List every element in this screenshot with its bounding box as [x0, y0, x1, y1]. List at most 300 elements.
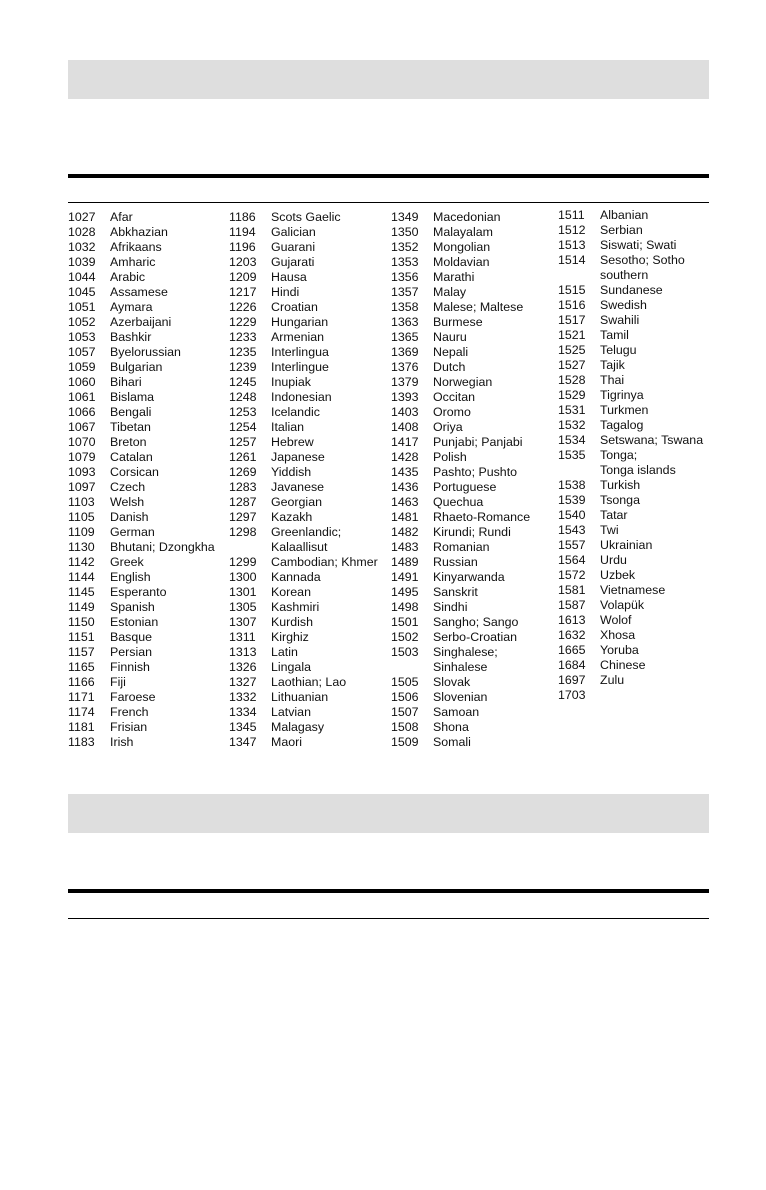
language-name: [110, 330, 151, 345]
language-name-line: Abkhazian: [110, 225, 168, 239]
language-name-line: Icelandic: [271, 405, 320, 419]
language-code: 1067: [68, 420, 96, 434]
language-entry: [68, 705, 215, 720]
language-name-line: Swahili: [600, 313, 640, 327]
language-name: [433, 225, 493, 240]
language-entry: [391, 240, 530, 255]
language-code: 1521: [558, 328, 586, 342]
language-name-line: Sindhi: [433, 600, 468, 614]
language-name: [271, 330, 324, 345]
language-entry: [558, 208, 703, 223]
language-name: [433, 645, 498, 675]
language-name: [433, 420, 463, 435]
language-code: 1587: [558, 598, 586, 612]
language-code: 1144: [68, 570, 95, 584]
language-name: [600, 403, 648, 418]
language-code: 1254: [229, 420, 257, 434]
language-name: [110, 690, 155, 705]
language-entry: [68, 690, 215, 705]
language-name-line: Somali: [433, 735, 471, 749]
language-entry: [229, 210, 378, 225]
language-entry: [391, 270, 530, 285]
language-entry: [391, 615, 530, 630]
language-name: [110, 480, 145, 495]
language-name-line: Sundanese: [600, 283, 663, 297]
language-name: [433, 480, 496, 495]
language-entry: [229, 375, 378, 390]
language-entry: [558, 523, 703, 538]
language-code: 1572: [558, 568, 586, 582]
language-code: 1044: [68, 270, 96, 284]
language-name-line: Azerbaijani: [110, 315, 172, 329]
language-code: 1532: [558, 418, 586, 432]
language-code: 1226: [229, 300, 257, 314]
language-code: 1174: [68, 705, 95, 719]
language-name-line: Bengali: [110, 405, 152, 419]
language-name: [271, 720, 324, 735]
language-name-line: Scots Gaelic: [271, 210, 341, 224]
language-entry: [558, 508, 703, 523]
language-code: 1245: [229, 375, 257, 389]
language-entry: [391, 525, 530, 540]
language-code: 1165: [68, 660, 95, 674]
language-entry: [391, 720, 530, 735]
language-code: 1066: [68, 405, 96, 419]
language-name-line: Tigrinya: [600, 388, 644, 402]
language-entry: [391, 675, 530, 690]
language-code: 1257: [229, 435, 257, 449]
language-name-line: Singhalese;: [433, 645, 498, 659]
language-name: [110, 420, 151, 435]
language-code: 1376: [391, 360, 419, 374]
language-name: [271, 360, 329, 375]
language-entry: [558, 583, 703, 598]
language-code: 1435: [391, 465, 419, 479]
language-entry: [229, 465, 378, 480]
language-code: 1171: [68, 690, 95, 704]
language-name: [271, 375, 311, 390]
language-name-line: Faroese: [110, 690, 156, 704]
language-code: 1079: [68, 450, 96, 464]
language-code: 1505: [391, 675, 419, 689]
language-name-line: Basque: [110, 630, 153, 644]
language-name-line: Malese; Maltese: [433, 300, 524, 314]
language-name-line: Mongolian: [433, 240, 491, 254]
language-name-line: Catalan: [110, 450, 153, 464]
language-name-line: Japanese: [271, 450, 325, 464]
language-code: 1564: [558, 553, 586, 567]
language-name: [271, 240, 315, 255]
language-entry: [558, 643, 703, 658]
language-entry: [391, 375, 530, 390]
language-name: [110, 375, 142, 390]
language-name: [433, 330, 467, 345]
language-entry: [558, 553, 703, 568]
language-code: 1529: [558, 388, 586, 402]
language-name-line: Romanian: [433, 540, 490, 554]
language-entry: [391, 225, 530, 240]
language-name: [110, 255, 155, 270]
language-name-line: Setswana; Tswana: [600, 433, 704, 447]
language-name-line: Persian: [110, 645, 153, 659]
language-name: [433, 720, 469, 735]
language-code: 1463: [391, 495, 419, 509]
language-code: 1229: [229, 315, 257, 329]
language-name: [433, 435, 523, 450]
language-name-line: Telugu: [600, 343, 637, 357]
language-code: 1217: [229, 285, 257, 299]
language-name: [600, 598, 644, 613]
language-entry: [229, 525, 378, 555]
language-code: 1393: [391, 390, 419, 404]
language-code: 1528: [558, 373, 586, 387]
language-code: 1070: [68, 435, 96, 449]
language-name: [271, 645, 298, 660]
language-code: 1261: [229, 450, 257, 464]
language-entry: [68, 375, 215, 390]
language-entry: [229, 705, 378, 720]
language-code: 1269: [229, 465, 257, 479]
language-name-line: [600, 688, 603, 703]
language-name-line: Tonga islands: [600, 463, 676, 477]
language-name-line: Swedish: [600, 298, 647, 312]
language-name-line: Greenlandic;: [271, 525, 342, 539]
language-code: 1186: [229, 210, 256, 224]
language-entry: [558, 433, 703, 448]
language-code: 1301: [229, 585, 257, 599]
language-name-line: Nepali: [433, 345, 469, 359]
language-name: [433, 210, 501, 225]
language-name: [600, 238, 676, 253]
table-header-rule-2: [68, 918, 709, 919]
language-code: 1130: [68, 540, 95, 554]
language-name: [600, 583, 665, 598]
language-name: [433, 615, 518, 630]
language-code: 1557: [558, 538, 586, 552]
language-code: 1061: [68, 390, 96, 404]
language-name-line: Bihari: [110, 375, 142, 389]
language-entry: [229, 390, 378, 405]
language-name-line: Kurdish: [271, 615, 314, 629]
language-name: [110, 540, 215, 555]
language-code: 1436: [391, 480, 419, 494]
language-name-line: Korean: [271, 585, 311, 599]
language-name: [433, 405, 471, 420]
language-name-line: Tamil: [600, 328, 629, 342]
language-name: [271, 390, 332, 405]
language-code: 1299: [229, 555, 257, 569]
language-entry: [558, 418, 703, 433]
language-name: [600, 628, 635, 643]
language-code: 1501: [391, 615, 419, 629]
language-name: [271, 705, 311, 720]
language-entry: [558, 298, 703, 313]
language-code: 1248: [229, 390, 257, 404]
language-entry: [229, 300, 378, 315]
language-name-line: Serbo-Croatian: [433, 630, 518, 644]
language-name: [433, 315, 483, 330]
language-name-line: Xhosa: [600, 628, 636, 642]
language-code: 1053: [68, 330, 96, 344]
language-entry: [68, 240, 215, 255]
language-code: 1527: [558, 358, 586, 372]
language-entry: [391, 465, 530, 480]
language-name-line: Hebrew: [271, 435, 314, 449]
language-entry: [229, 735, 378, 750]
language-entry: [391, 450, 530, 465]
language-name-line: Chinese: [600, 658, 646, 672]
language-name-line: Vietnamese: [600, 583, 666, 597]
language-name: [600, 658, 645, 673]
language-entry: [391, 645, 530, 675]
language-name: [110, 435, 147, 450]
language-name: [600, 553, 627, 568]
language-name-line: Welsh: [110, 495, 145, 509]
language-code: 1507: [391, 705, 419, 719]
language-name: [433, 285, 466, 300]
language-name-line: Siswati; Swati: [600, 238, 677, 252]
language-name-line: Inupiak: [271, 375, 311, 389]
language-name-line: Urdu: [600, 553, 627, 567]
language-name-line: Bhutani; Dzongkha: [110, 540, 215, 554]
language-entry: [558, 688, 703, 703]
language-entry: [391, 390, 530, 405]
language-entry: [229, 510, 378, 525]
language-entry: [68, 675, 215, 690]
language-name: [110, 615, 158, 630]
language-code: 1283: [229, 480, 257, 494]
language-entry: [68, 435, 215, 450]
language-entry: [229, 495, 378, 510]
language-name: [271, 555, 378, 570]
language-entry: [391, 570, 530, 585]
language-name-line: Thai: [600, 373, 625, 387]
language-entry: [391, 630, 530, 645]
language-code: 1097: [68, 480, 96, 494]
language-name: [433, 690, 487, 705]
language-code: 1332: [229, 690, 257, 704]
language-code: 1235: [229, 345, 257, 359]
language-name-line: Slovenian: [433, 690, 488, 704]
language-name-line: Spanish: [110, 600, 155, 614]
language-name-line: Maori: [271, 735, 302, 749]
table-header-rule: [68, 202, 709, 203]
language-code: 1181: [68, 720, 95, 734]
language-name-line: English: [110, 570, 151, 584]
language-name-line: Tsonga: [600, 493, 640, 507]
language-name-line: Esperanto: [110, 585, 167, 599]
language-entry: [68, 480, 215, 495]
language-name: [271, 420, 304, 435]
language-entry: [229, 660, 378, 675]
language-entry: [229, 315, 378, 330]
language-name-line: Ukrainian: [600, 538, 653, 552]
language-code: 1498: [391, 600, 419, 614]
language-name: [110, 345, 181, 360]
language-name: [433, 495, 483, 510]
language-name-line: Frisian: [110, 720, 148, 734]
language-name: [600, 373, 624, 388]
language-name-line: Marathi: [433, 270, 475, 284]
language-code: 1408: [391, 420, 419, 434]
language-code: 1028: [68, 225, 96, 239]
language-name-line: Dutch: [433, 360, 466, 374]
language-code: 1105: [68, 510, 95, 524]
language-entry: [68, 510, 215, 525]
language-code: 1703: [558, 688, 586, 702]
language-code: 1109: [68, 525, 95, 539]
language-name: [271, 225, 316, 240]
language-name-line: Sanskrit: [433, 585, 478, 599]
language-name-line: Croatian: [271, 300, 318, 314]
language-code: 1298: [229, 525, 257, 539]
language-name: [600, 223, 643, 238]
language-name: [433, 630, 517, 645]
language-name-line: Latin: [271, 645, 298, 659]
language-name: [433, 600, 467, 615]
language-name: [433, 675, 470, 690]
language-code: 1365: [391, 330, 419, 344]
language-code: 1233: [229, 330, 257, 344]
language-entry: [68, 555, 215, 570]
language-name-line: French: [110, 705, 149, 719]
language-entry: [391, 360, 530, 375]
language-name: [600, 613, 631, 628]
language-name-line: Afrikaans: [110, 240, 162, 254]
language-code: 1166: [68, 675, 95, 689]
language-code: 1059: [68, 360, 96, 374]
language-code: 1503: [391, 645, 419, 659]
language-entry: [229, 690, 378, 705]
language-name-line: Armenian: [271, 330, 325, 344]
language-entry: [68, 585, 215, 600]
language-name-line: Hausa: [271, 270, 307, 284]
language-name: [433, 525, 511, 540]
language-entry: [229, 570, 378, 585]
language-code: 1183: [68, 735, 95, 749]
language-code: 1511: [558, 208, 585, 222]
language-name-line: Uzbek: [600, 568, 636, 582]
language-name-line: Oromo: [433, 405, 471, 419]
language-code: 1350: [391, 225, 419, 239]
language-code: 1239: [229, 360, 257, 374]
language-code: 1665: [558, 643, 586, 657]
language-name: [110, 210, 133, 225]
language-entry: [391, 330, 530, 345]
language-code: 1525: [558, 343, 586, 357]
language-code: 1352: [391, 240, 419, 254]
language-name: [433, 510, 530, 525]
language-code: 1311: [229, 630, 256, 644]
language-code: 1151: [68, 630, 95, 644]
language-code: 1150: [68, 615, 95, 629]
language-entry: [229, 270, 378, 285]
language-name-line: German: [110, 525, 155, 539]
language-code: 1305: [229, 600, 257, 614]
language-code: 1538: [558, 478, 586, 492]
language-entry: [229, 255, 378, 270]
language-name: [110, 510, 149, 525]
language-column-2: [229, 210, 378, 750]
language-code: 1506: [391, 690, 419, 704]
language-name-line: Punjabi; Panjabi: [433, 435, 523, 449]
language-entry: [229, 240, 378, 255]
language-entry: [391, 735, 530, 750]
language-entry: [558, 388, 703, 403]
language-name-line: Serbian: [600, 223, 643, 237]
language-entry: [229, 645, 378, 660]
language-entry: [391, 420, 530, 435]
language-name: [433, 255, 489, 270]
language-name: [433, 540, 489, 555]
language-entry: [391, 255, 530, 270]
language-name-line: Malayalam: [433, 225, 493, 239]
language-name: [433, 735, 471, 750]
language-name-line: Sinhalese: [433, 660, 488, 674]
language-name-line: Aymara: [110, 300, 153, 314]
language-entry: [558, 373, 703, 388]
language-name: [271, 405, 320, 420]
language-name: [271, 735, 302, 750]
language-name: [110, 225, 168, 240]
language-name-line: Tagalog: [600, 418, 644, 432]
language-entry: [391, 210, 530, 225]
language-name-line: Bashkir: [110, 330, 152, 344]
language-code: 1516: [558, 298, 586, 312]
language-code: 1513: [558, 238, 586, 252]
language-name: [433, 390, 475, 405]
language-name-line: Bislama: [110, 390, 155, 404]
language-name: [271, 510, 312, 525]
language-name: [271, 270, 307, 285]
language-entry: [391, 345, 530, 360]
language-name: [433, 465, 517, 480]
language-name: [600, 523, 619, 538]
language-code: 1032: [68, 240, 96, 254]
language-name: [433, 450, 467, 465]
table-top-rule-2: [68, 889, 709, 893]
language-entry: [229, 405, 378, 420]
language-entry: [68, 345, 215, 360]
language-name-line: Lithuanian: [271, 690, 329, 704]
language-name: [110, 240, 162, 255]
language-code: 1515: [558, 283, 586, 297]
language-code: 1632: [558, 628, 586, 642]
language-entry: [229, 585, 378, 600]
language-name: [110, 705, 149, 720]
language-name-line: Malagasy: [271, 720, 325, 734]
language-code: 1508: [391, 720, 419, 734]
language-name: [271, 585, 311, 600]
language-entry: [68, 270, 215, 285]
language-name-line: Estonian: [110, 615, 159, 629]
language-code: 1403: [391, 405, 419, 419]
language-code: 1531: [558, 403, 586, 417]
language-entry: [68, 255, 215, 270]
language-name: [433, 585, 478, 600]
language-code: 1356: [391, 270, 419, 284]
language-name: [110, 735, 133, 750]
language-name-line: Interlingue: [271, 360, 329, 374]
language-name: [600, 313, 639, 328]
language-code: 1297: [229, 510, 257, 524]
language-name-line: Twi: [600, 523, 619, 537]
language-name: [271, 615, 313, 630]
language-entry: [68, 660, 215, 675]
language-entry: [68, 405, 215, 420]
language-name-line: Malay: [433, 285, 467, 299]
language-name-line: Rhaeto-Romance: [433, 510, 531, 524]
